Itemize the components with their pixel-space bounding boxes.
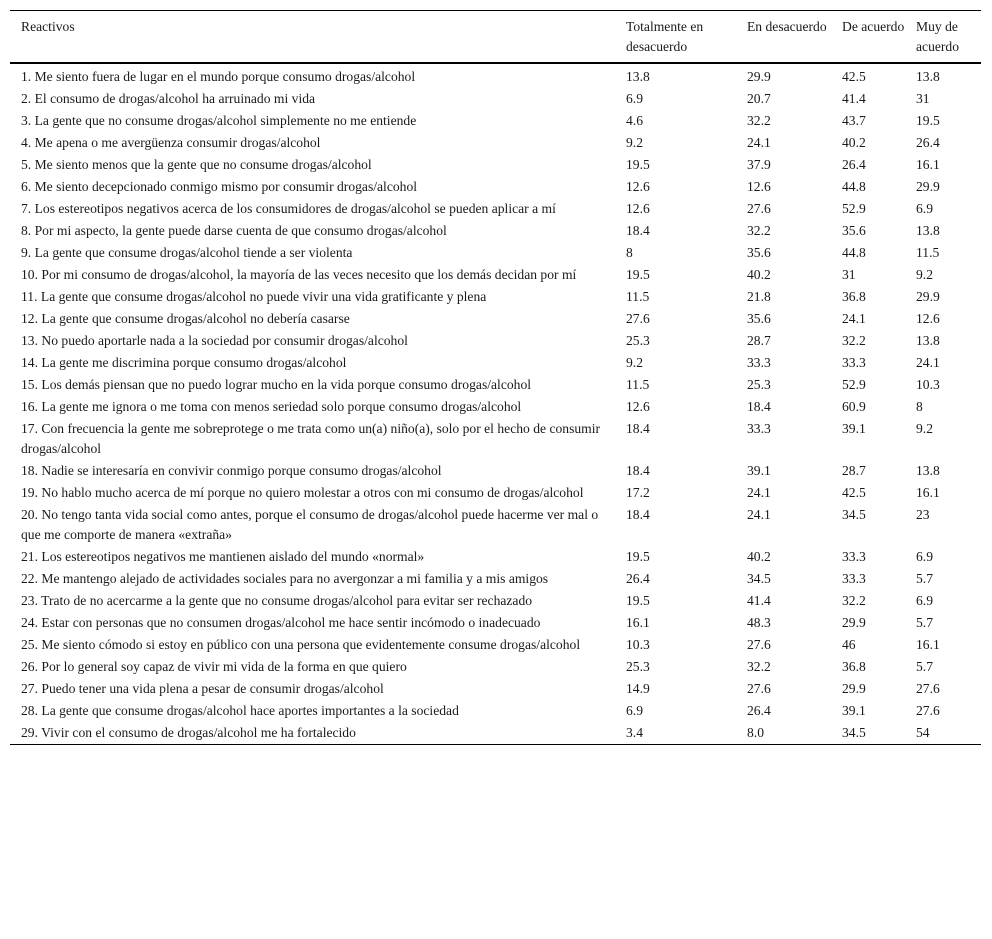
cell-de-acuerdo: 32.2 (842, 333, 866, 348)
cell-totalmente-desacuerdo: 12.6 (626, 399, 650, 414)
table-row (10, 546, 981, 568)
cell-muy-de-acuerdo: 6.9 (916, 593, 933, 608)
cell-item-text: 22. Me mantengo alejado de actividades sociales para no avergonzar a mi familia y a mis amigos (21, 571, 549, 586)
cell-item-text: 6. Me siento decepcionado conmigo mismo por consumir drogas/alcohol (21, 179, 418, 194)
cell-muy-de-acuerdo: 8 (916, 399, 923, 414)
cell-totalmente-desacuerdo: 6.9 (626, 703, 643, 718)
cell-totalmente-desacuerdo: 25.3 (626, 659, 650, 674)
cell-item-text: 9. La gente que consume drogas/alcohol tiende a ser violenta (21, 245, 353, 260)
cell-totalmente-desacuerdo: 19.5 (626, 549, 650, 564)
cell-item-text: 2. El consumo de drogas/alcohol ha arruinado mi vida (21, 91, 316, 106)
cell-totalmente-desacuerdo: 6.9 (626, 91, 643, 106)
cell-totalmente-desacuerdo: 3.4 (626, 725, 643, 740)
table-row (10, 352, 981, 374)
cell-en-desacuerdo: 39.1 (747, 463, 771, 478)
table-row (10, 176, 981, 198)
cell-item-text: 26. Por lo general soy capaz de vivir mi vida de la forma en que quiero (21, 659, 407, 674)
cell-totalmente-desacuerdo: 19.5 (626, 593, 650, 608)
cell-muy-de-acuerdo: 11.5 (916, 245, 940, 260)
cell-muy-de-acuerdo: 29.9 (916, 179, 940, 194)
cell-item-text: 19. No hablo mucho acerca de mí porque no quiero molestar a otros con mi consumo de drogas/alcohol (21, 485, 584, 500)
cell-totalmente-desacuerdo: 11.5 (626, 289, 650, 304)
table-row (10, 220, 981, 242)
cell-item-text: 18. Nadie se interesaría en convivir conmigo porque consumo drogas/alcohol (21, 463, 442, 478)
cell-totalmente-desacuerdo: 18.4 (626, 507, 650, 522)
cell-muy-de-acuerdo: 31 (916, 91, 930, 106)
survey-table-container (10, 10, 981, 745)
cell-totalmente-desacuerdo: 12.6 (626, 201, 650, 216)
cell-muy-de-acuerdo: 9.2 (916, 421, 933, 436)
cell-item-text: 5. Me siento menos que la gente que no consume drogas/alcohol (21, 157, 372, 172)
cell-en-desacuerdo: 40.2 (747, 549, 771, 564)
cell-totalmente-desacuerdo: 9.2 (626, 135, 643, 150)
cell-muy-de-acuerdo: 6.9 (916, 549, 933, 564)
cell-item-text: 3. La gente que no consume drogas/alcohol simplemente no me entiende (21, 113, 417, 128)
cell-de-acuerdo: 42.5 (842, 69, 866, 84)
cell-en-desacuerdo: 24.1 (747, 485, 771, 500)
table-row (10, 418, 981, 460)
cell-item-text: 25. Me siento cómodo si estoy en público con una persona que evidentemente consume drogas/alcohol (21, 637, 581, 652)
cell-de-acuerdo: 44.8 (842, 179, 866, 194)
cell-item-text: 27. Puedo tener una vida plena a pesar de consumir drogas/alcohol (21, 681, 384, 696)
cell-totalmente-desacuerdo: 12.6 (626, 179, 650, 194)
cell-muy-de-acuerdo: 5.7 (916, 615, 933, 630)
cell-totalmente-desacuerdo: 18.4 (626, 421, 650, 436)
cell-en-desacuerdo: 35.6 (747, 245, 771, 260)
table-row (10, 634, 981, 656)
cell-de-acuerdo: 29.9 (842, 681, 866, 696)
cell-de-acuerdo: 35.6 (842, 223, 866, 238)
header-muy-de-acuerdo: Muy de acuerdo (916, 19, 960, 54)
cell-item-text: 20. No tengo tanta vida social como antes, porque el consumo de drogas/alcohol puede hacerme ver mal o que me comporte de manera «extraña» (21, 507, 599, 542)
cell-item-text: 28. La gente que consume drogas/alcohol hace aportes importantes a la sociedad (21, 703, 459, 718)
cell-muy-de-acuerdo: 27.6 (916, 703, 940, 718)
cell-de-acuerdo: 36.8 (842, 659, 866, 674)
cell-muy-de-acuerdo: 24.1 (916, 355, 940, 370)
table-row (10, 154, 981, 176)
table-row (10, 396, 981, 418)
cell-en-desacuerdo: 32.2 (747, 659, 771, 674)
table-row (10, 286, 981, 308)
cell-en-desacuerdo: 29.9 (747, 69, 771, 84)
cell-de-acuerdo: 34.5 (842, 725, 866, 740)
cell-item-text: 15. Los demás piensan que no puedo lograr mucho en la vida porque consumo drogas/alcohol (21, 377, 532, 392)
cell-totalmente-desacuerdo: 18.4 (626, 463, 650, 478)
cell-totalmente-desacuerdo: 25.3 (626, 333, 650, 348)
cell-en-desacuerdo: 8.0 (747, 725, 764, 740)
cell-totalmente-desacuerdo: 4.6 (626, 113, 643, 128)
table-row (10, 700, 981, 722)
cell-en-desacuerdo: 27.6 (747, 637, 771, 652)
table-row (10, 568, 981, 590)
table-row (10, 63, 981, 88)
cell-totalmente-desacuerdo: 16.1 (626, 615, 650, 630)
table-row (10, 110, 981, 132)
cell-de-acuerdo: 34.5 (842, 507, 866, 522)
cell-en-desacuerdo: 35.6 (747, 311, 771, 326)
table-row (10, 590, 981, 612)
cell-totalmente-desacuerdo: 13.8 (626, 69, 650, 84)
cell-muy-de-acuerdo: 13.8 (916, 333, 940, 348)
cell-en-desacuerdo: 48.3 (747, 615, 771, 630)
cell-muy-de-acuerdo: 13.8 (916, 463, 940, 478)
cell-totalmente-desacuerdo: 10.3 (626, 637, 650, 652)
cell-de-acuerdo: 33.3 (842, 355, 866, 370)
table-row (10, 242, 981, 264)
cell-en-desacuerdo: 24.1 (747, 507, 771, 522)
cell-muy-de-acuerdo: 5.7 (916, 659, 933, 674)
table-header (10, 11, 981, 64)
cell-en-desacuerdo: 26.4 (747, 703, 771, 718)
header-de-acuerdo: De acuerdo (842, 19, 905, 34)
cell-item-text: 7. Los estereotipos negativos acerca de los consumidores de drogas/alcohol se pueden aplicar a mí (21, 201, 556, 216)
cell-muy-de-acuerdo: 16.1 (916, 637, 940, 652)
cell-totalmente-desacuerdo: 14.9 (626, 681, 650, 696)
cell-item-text: 11. La gente que consume drogas/alcohol no puede vivir una vida gratificante y plena (21, 289, 487, 304)
cell-en-desacuerdo: 33.3 (747, 421, 771, 436)
table-row (10, 722, 981, 745)
cell-item-text: 13. No puedo aportarle nada a la sociedad por consumir drogas/alcohol (21, 333, 408, 348)
cell-totalmente-desacuerdo: 17.2 (626, 485, 650, 500)
cell-muy-de-acuerdo: 29.9 (916, 289, 940, 304)
cell-de-acuerdo: 40.2 (842, 135, 866, 150)
cell-en-desacuerdo: 32.2 (747, 113, 771, 128)
cell-item-text: 16. La gente me ignora o me toma con menos seriedad solo porque consumo drogas/alcohol (21, 399, 522, 414)
cell-en-desacuerdo: 27.6 (747, 201, 771, 216)
cell-en-desacuerdo: 28.7 (747, 333, 771, 348)
cell-muy-de-acuerdo: 23 (916, 507, 930, 522)
cell-de-acuerdo: 39.1 (842, 421, 866, 436)
cell-muy-de-acuerdo: 16.1 (916, 157, 940, 172)
cell-totalmente-desacuerdo: 18.4 (626, 223, 650, 238)
cell-totalmente-desacuerdo: 27.6 (626, 311, 650, 326)
cell-de-acuerdo: 46 (842, 637, 856, 652)
cell-muy-de-acuerdo: 5.7 (916, 571, 933, 586)
cell-item-text: 29. Vivir con el consumo de drogas/alcohol me ha fortalecido (21, 725, 356, 740)
cell-item-text: 12. La gente que consume drogas/alcohol no debería casarse (21, 311, 350, 326)
cell-item-text: 8. Por mi aspecto, la gente puede darse cuenta de que consumo drogas/alcohol (21, 223, 447, 238)
cell-totalmente-desacuerdo: 26.4 (626, 571, 650, 586)
cell-en-desacuerdo: 41.4 (747, 593, 771, 608)
table-row (10, 198, 981, 220)
cell-totalmente-desacuerdo: 9.2 (626, 355, 643, 370)
cell-de-acuerdo: 28.7 (842, 463, 866, 478)
table-row (10, 132, 981, 154)
cell-item-text: 4. Me apena o me avergüenza consumir drogas/alcohol (21, 135, 321, 150)
survey-table (10, 10, 981, 745)
cell-muy-de-acuerdo: 54 (916, 725, 930, 740)
cell-muy-de-acuerdo: 27.6 (916, 681, 940, 696)
cell-item-text: 17. Con frecuencia la gente me sobreprotege o me trata como un(a) niño(a), solo por el hecho de consumir drogas/alcohol (21, 421, 601, 456)
table-row (10, 330, 981, 352)
table-row (10, 374, 981, 396)
cell-item-text: 23. Trato de no acercarme a la gente que no consume drogas/alcohol para evitar ser rechazado (21, 593, 533, 608)
cell-de-acuerdo: 32.2 (842, 593, 866, 608)
header-en-desacuerdo: En desacuerdo (747, 19, 827, 34)
cell-en-desacuerdo: 18.4 (747, 399, 771, 414)
header-reactivos: Reactivos (21, 19, 75, 34)
cell-muy-de-acuerdo: 13.8 (916, 69, 940, 84)
header-row (10, 11, 981, 64)
cell-en-desacuerdo: 21.8 (747, 289, 771, 304)
cell-en-desacuerdo: 27.6 (747, 681, 771, 696)
cell-de-acuerdo: 42.5 (842, 485, 866, 500)
cell-en-desacuerdo: 20.7 (747, 91, 771, 106)
cell-de-acuerdo: 44.8 (842, 245, 866, 260)
cell-de-acuerdo: 60.9 (842, 399, 866, 414)
cell-de-acuerdo: 29.9 (842, 615, 866, 630)
cell-item-text: 14. La gente me discrimina porque consumo drogas/alcohol (21, 355, 347, 370)
cell-de-acuerdo: 41.4 (842, 91, 866, 106)
cell-de-acuerdo: 36.8 (842, 289, 866, 304)
cell-de-acuerdo: 26.4 (842, 157, 866, 172)
cell-muy-de-acuerdo: 12.6 (916, 311, 940, 326)
cell-de-acuerdo: 31 (842, 267, 856, 282)
table-body (10, 63, 981, 745)
cell-totalmente-desacuerdo: 19.5 (626, 267, 650, 282)
cell-de-acuerdo: 33.3 (842, 549, 866, 564)
cell-muy-de-acuerdo: 13.8 (916, 223, 940, 238)
table-row (10, 612, 981, 634)
cell-de-acuerdo: 33.3 (842, 571, 866, 586)
cell-en-desacuerdo: 25.3 (747, 377, 771, 392)
table-row (10, 264, 981, 286)
cell-de-acuerdo: 39.1 (842, 703, 866, 718)
cell-item-text: 21. Los estereotipos negativos me mantienen aislado del mundo «normal» (21, 549, 425, 564)
cell-en-desacuerdo: 24.1 (747, 135, 771, 150)
cell-item-text: 1. Me siento fuera de lugar en el mundo porque consumo drogas/alcohol (21, 69, 416, 84)
cell-item-text: 24. Estar con personas que no consumen drogas/alcohol me hace sentir incómodo o inadecuado (21, 615, 541, 630)
cell-de-acuerdo: 43.7 (842, 113, 866, 128)
table-row (10, 460, 981, 482)
cell-en-desacuerdo: 33.3 (747, 355, 771, 370)
table-row (10, 88, 981, 110)
cell-muy-de-acuerdo: 16.1 (916, 485, 940, 500)
cell-muy-de-acuerdo: 26.4 (916, 135, 940, 150)
cell-de-acuerdo: 24.1 (842, 311, 866, 326)
cell-de-acuerdo: 52.9 (842, 377, 866, 392)
table-row (10, 678, 981, 700)
cell-muy-de-acuerdo: 9.2 (916, 267, 933, 282)
cell-en-desacuerdo: 34.5 (747, 571, 771, 586)
table-row (10, 482, 981, 504)
cell-totalmente-desacuerdo: 11.5 (626, 377, 650, 392)
header-totalmente-desacuerdo: Totalmente en desacuerdo (626, 19, 704, 54)
table-row (10, 308, 981, 330)
cell-item-text: 10. Por mi consumo de drogas/alcohol, la mayoría de las veces necesito que los demás decidan por mí (21, 267, 577, 282)
cell-en-desacuerdo: 32.2 (747, 223, 771, 238)
cell-en-desacuerdo: 37.9 (747, 157, 771, 172)
table-row (10, 504, 981, 546)
cell-totalmente-desacuerdo: 19.5 (626, 157, 650, 172)
cell-muy-de-acuerdo: 10.3 (916, 377, 940, 392)
cell-de-acuerdo: 52.9 (842, 201, 866, 216)
cell-muy-de-acuerdo: 19.5 (916, 113, 940, 128)
cell-en-desacuerdo: 12.6 (747, 179, 771, 194)
cell-muy-de-acuerdo: 6.9 (916, 201, 933, 216)
cell-totalmente-desacuerdo: 8 (626, 245, 633, 260)
table-row (10, 656, 981, 678)
cell-en-desacuerdo: 40.2 (747, 267, 771, 282)
